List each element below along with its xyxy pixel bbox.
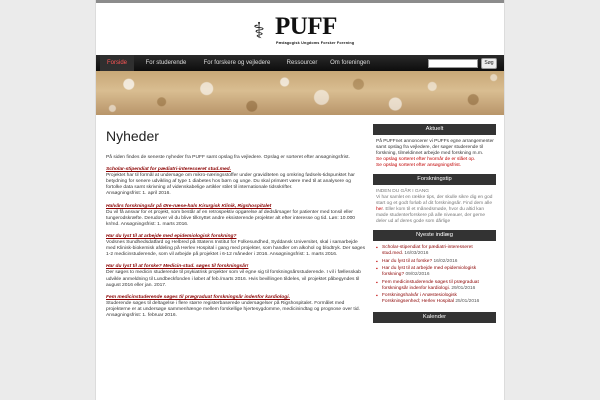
aktuelt-text: På PUFFnet annoncerer vi PUFFs egne arrangementer samt opslag fra vejledere, der søger studerende til forskning, tilmeldinnet arbejde med forskning m.m. bbox=[376, 139, 494, 156]
logo-name: PUFF bbox=[275, 13, 337, 40]
widget-heading: Aktuelt bbox=[373, 124, 496, 135]
post-deadline: Ansøgningsfrist: 1. april 2016. bbox=[106, 191, 171, 197]
nav-item-for-forskere[interactable]: For forskere og vejledere bbox=[203, 60, 271, 66]
site-header bbox=[96, 3, 504, 52]
widget-heading: Nyeste indlæg bbox=[373, 230, 496, 241]
post-body: Vodsnes Sundhedsdatfard og Helbred på Statens Institut for Folkesundhed, Syddansk Universitet, skal i samarbejde med Klinisk-biokemisk afdeling på Herlev Hospital i gang med projekter, som handler om alkohol og blodtryk. Der søges 1-2 medicinstuderende, som vil arbejde på projektet i 6-12 måneder i 2016. bbox=[106, 240, 366, 258]
logo-tagline: Pædagogisk Ungdoms Forsker Forening bbox=[276, 41, 355, 45]
nav-item-for-studerende[interactable]: For studerende bbox=[145, 60, 187, 66]
intro-text: På siden findes de seneste nyheder fra PUFF samt opslag fra vejledere. Opslag er sorteret efter ansøgningsfrist. bbox=[106, 155, 350, 160]
widget-nyeste-indlaeg bbox=[373, 230, 496, 312]
widget-forskningstip bbox=[373, 174, 496, 230]
news-post bbox=[106, 167, 366, 197]
post-title-link[interactable]: Har du lyst til at forske? Medicin-stud. søges til forskningsår! bbox=[106, 264, 249, 270]
recent-post-link[interactable]: Scholar-stipendiat for pædiatri-interesseret stud.med. bbox=[382, 245, 473, 256]
post-body: Der søges to medicin studerende til psykiatrisk projekter som vil egne sig til forskningsårsstuderende. I vil i fællesskab udvikle anmeldning til Lundbeckfonden i løbet af feb./marts 2016. Hvis bevillingen tildeles, vil projektet påbegyndes til august 2016 eller jan. 2017. bbox=[106, 270, 361, 288]
post-title-link[interactable]: Halvårs forskningsår på Øre-næse-hals Kirurgisk Klinik, Rigshospitalet bbox=[106, 203, 272, 209]
post-body: Studerende søges til deltagelse i flere større registerbaserede undersøgelser på Rigshospitalet. Formålet med projekterne er at undersøge sammenhænge mellem forskellige hjertesygdomme, medicinindtag og prognose over tid. bbox=[106, 300, 360, 312]
aktuelt-link-by-date[interactable]: Se opslag sorteret efter hvornår de er slået op. bbox=[376, 157, 476, 162]
page-wrapper bbox=[95, 0, 505, 400]
search-button[interactable]: Søg bbox=[481, 58, 497, 69]
search-input[interactable] bbox=[428, 59, 478, 68]
news-post bbox=[106, 234, 366, 258]
news-post bbox=[106, 295, 366, 319]
widget-body bbox=[373, 135, 496, 174]
post-title-link[interactable]: Fem medicinstuderende søges til prægraduat forskningsår indenfor kardiologi. bbox=[106, 294, 290, 300]
recent-post-link[interactable]: Forskningshalvår i Anæstesiologisk Forskningsenhed; Herlev Hospital bbox=[382, 293, 457, 304]
widget-body bbox=[373, 241, 496, 312]
list-item bbox=[376, 280, 494, 292]
recent-post-date: 29/01/2016 bbox=[451, 285, 476, 291]
list-item bbox=[376, 266, 494, 278]
widget-aktuelt bbox=[373, 124, 496, 174]
tip-title: INDEN DU GÅR I GANG bbox=[376, 189, 430, 194]
recent-post-link[interactable]: Har du lyst til at arbejde med epidemiologisk forskning? bbox=[382, 266, 477, 277]
recent-posts-list bbox=[376, 245, 494, 305]
widget-heading: Forskningstip bbox=[373, 174, 496, 185]
recent-post-link[interactable]: Fem medicinstuderende søges til prægraduat forskningsår indenfor kardiologi. bbox=[382, 279, 479, 291]
news-post bbox=[106, 204, 366, 228]
news-post bbox=[106, 264, 366, 288]
page-title: Nyheder bbox=[106, 128, 159, 144]
post-body: Du vil få ansvar for et projekt, som består af en retrospektiv opgørelse af dedsårsager for patienter med tonsil eller tungerodskræfte. Derudover vil du blive tilknyttet andre eksisterende projekter alt efter interesse og tid. Løn: 10.000 kr/md. bbox=[106, 209, 356, 227]
site-logo[interactable] bbox=[253, 13, 355, 52]
main-content bbox=[106, 125, 366, 325]
widget-heading: Kalender bbox=[373, 312, 496, 323]
post-deadline: Ansøgningsfrist: 1. marts 2016. bbox=[269, 252, 338, 258]
widget-kalender bbox=[373, 312, 496, 323]
nav-item-forside[interactable]: Forside bbox=[100, 55, 134, 71]
post-title-link[interactable]: Scholar-stipendiat for pædiatri-interesseret stud.med. bbox=[106, 167, 232, 173]
post-title-link[interactable]: Har du lyst til at arbejde med epidemiologisk forskning? bbox=[106, 233, 237, 239]
sidebar bbox=[373, 124, 496, 323]
recent-post-date: 16/02/2016 bbox=[433, 258, 458, 264]
tip-link[interactable]: her bbox=[376, 207, 383, 212]
recent-post-date: 25/01/2016 bbox=[455, 299, 480, 304]
post-deadline: Ansøgningsfrist: 1. marts 2016. bbox=[120, 221, 189, 227]
recent-post-date: 16/03/2016 bbox=[404, 251, 429, 256]
header-banner-image bbox=[96, 71, 505, 115]
tip-text-rest: . Eller kom til et månedsmøde, hvor du altid kan møde studenterforskere på alle niveauer, der gerne deler ud af deres gode som dårlige bbox=[376, 207, 486, 224]
nav-item-om-foreningen[interactable]: Om foreningen bbox=[330, 60, 370, 66]
tip-text: Vi har samlet en række tips, der skulle sikre dig en god start og et godt forløb af dit forskningsår. Find dem alle bbox=[376, 195, 493, 206]
main-navigation bbox=[96, 55, 505, 71]
aktuelt-link-by-deadline[interactable]: Se opslag sorteret efter ansøgningsfrist. bbox=[376, 163, 462, 168]
widget-body bbox=[373, 185, 496, 230]
nav-item-ressourcer[interactable]: Ressourcer bbox=[286, 60, 318, 66]
caduceus-icon: ⚕ bbox=[253, 18, 265, 43]
recent-post-link[interactable]: Har du lyst til at forske? bbox=[382, 258, 433, 264]
recent-post-date: 09/02/2016 bbox=[405, 272, 430, 277]
list-item bbox=[376, 259, 494, 265]
post-deadline: Ansøgningsfrist: 1. februar 2016. bbox=[106, 312, 177, 318]
list-item bbox=[376, 245, 494, 257]
post-body: Projektet har til formål at undersøge om mikro-næringsstoffer under graviditeten og omkring fødsels-tidspunktet har betydning for senere udvikling af type 1 diabetes hos børn og unge. Du skal primært være med til at analysere og fortolke data samt skrivning af videnskabelige artikler stilet til internationale tidsskrifter. bbox=[106, 173, 355, 191]
list-item bbox=[376, 293, 494, 305]
